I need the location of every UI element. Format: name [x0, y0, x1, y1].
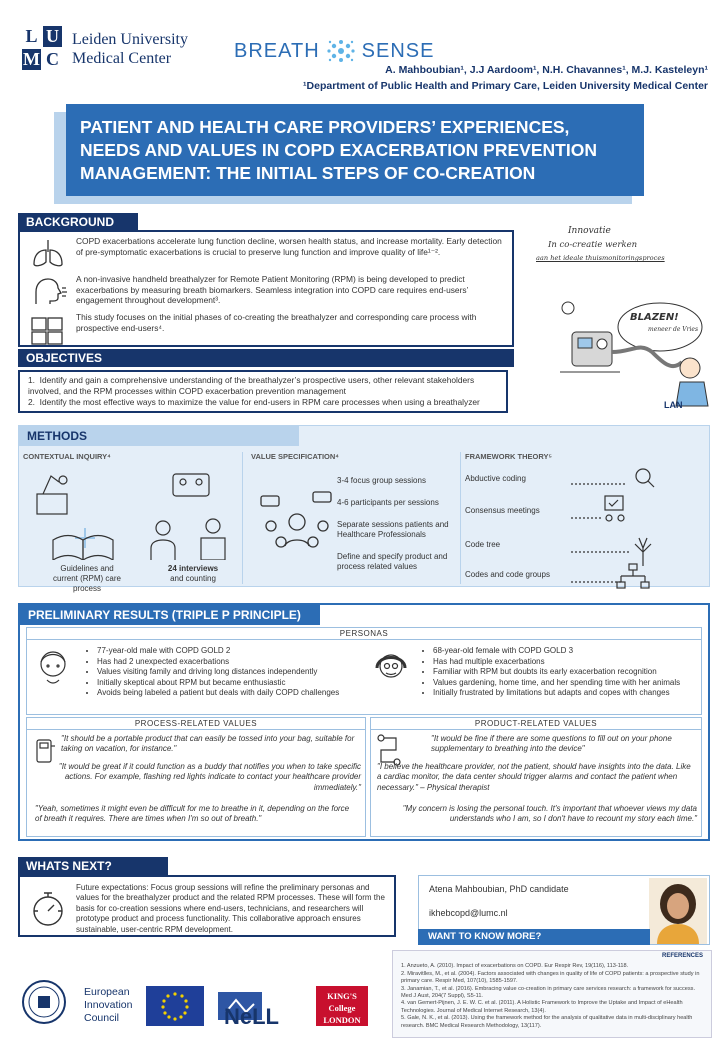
leiden-seal-logo — [22, 978, 66, 1026]
personas-title: PERSONAS — [27, 628, 701, 640]
background-p3: This study focuses on the initial phases of co-creating the breathalyzer and corresponding care process with prospective end-users⁴. — [76, 312, 477, 333]
framework-icons — [565, 462, 675, 594]
university-line-1: Leiden University — [72, 31, 188, 48]
value-title: VALUE SPECIFICATION⁴ — [251, 452, 340, 461]
value-item: 4-6 participants per sessions — [337, 498, 439, 507]
results-section — [18, 603, 710, 841]
persona-1-item: • Avoids being labeled a patient but deals with daily COPD challenges — [97, 688, 365, 699]
breathing-head-icon — [28, 274, 68, 308]
persona-1-list — [85, 646, 365, 699]
lungs-icon — [28, 236, 68, 270]
eu-flag-logo — [146, 986, 204, 1026]
cartoon-line-2: In co-creatie werken — [548, 240, 638, 250]
background-heading: BACKGROUND — [18, 213, 138, 231]
reference-item: 5. Gale, N. K., et al. (2013). Using the framework method for the analysis of qualitative data in multi-disciplinary health research. BMC Medical Research Methodology, 13(117). — [401, 1015, 693, 1029]
reference-item: 2. Miravitlles, M., et al. (2004). Factors associated with changes in quality of life of COPD patients: a prospective study in primary care. Respir Med, 107(10), 1585-1597. — [401, 970, 700, 985]
persona-female-icon — [371, 646, 411, 690]
department: ¹Department of Public Health and Primary Care, Leiden University Medical Center — [303, 80, 708, 92]
reference-item: 4. van Gemert-Pijnen, J. E. W. C. et al. (2011). A Holistic Framework to Improve the Uptake and Impact of eHealth Technologies. Journal of Medical Internet Research, 13(4). — [401, 1000, 683, 1014]
whats-next-section — [18, 857, 396, 935]
breathalyzer-drawing — [530, 222, 716, 410]
persona-2-item: • Familiar with RPM but doubts its early exacerbation recognition — [433, 667, 701, 678]
persona-1-item: • Values visiting family and driving long distances independently — [97, 667, 365, 678]
lumc-letter: M — [23, 49, 40, 69]
breathalyzer-icon — [33, 734, 57, 764]
lan-logo: LAN — [664, 400, 683, 410]
framework-theory — [465, 452, 707, 584]
product-values-box — [370, 717, 702, 837]
guidelines-label: Guidelines and current (RPM) care process — [52, 564, 121, 593]
lumc-letter: U — [43, 26, 62, 47]
contact-photo — [649, 878, 707, 944]
objective-text: Identify the most effective ways to maximize the value for end-users in RPM care processes when using a breathalyzer — [39, 397, 480, 407]
dots-icon — [324, 34, 358, 68]
kings-line: KING'S — [327, 991, 357, 1001]
persona-1-item: • Initially skeptical about RPM but became enthusiastic — [97, 678, 365, 689]
interviews-label: 24 interviews — [167, 564, 219, 573]
product-quote: "My concern is losing the personal touch. It's important that whoever views my data understands who I am, so I don't have to recount my story each time." — [402, 804, 697, 824]
personas-box — [26, 627, 702, 715]
title-banner — [66, 104, 644, 196]
framework-item: Abductive coding — [465, 474, 526, 483]
background-p2: A non-invasive handheld breathalyzer for Remote Patient Monitoring (RPM) is being developed to predict exacerbations by measuring breath biomarkers. Seamless integration into COPD care requires end-users’ engagement throughout development³. — [76, 274, 469, 306]
cartoon-line-1: Innovatie — [568, 226, 611, 236]
product-quote: "I believe the healthcare provider, not the patient, should have insights into the data. Like a cardiac monitor, the data center should trigger alarms and contact the patient when necessary." – Physical therapist — [377, 762, 691, 792]
eic-line: European — [84, 986, 130, 998]
objective-item: 2. Identify the most effective ways to maximize the value for end-users in RPM care processes when using a breathalyzer — [28, 397, 480, 407]
eic-text — [84, 986, 132, 1025]
persona-1-item: • 77-year-old male with COPD GOLD 2 — [97, 646, 365, 657]
university-line-2: Medical Center — [72, 50, 172, 67]
lumc-letter: C — [43, 49, 62, 70]
persona-1-item: • Has had 2 unexpected exacerbations — [97, 657, 365, 668]
process-values-box — [26, 717, 366, 837]
framework-item: Codes and code groups — [465, 570, 550, 579]
value-specification — [251, 452, 461, 584]
whats-next-text: Future expectations: Focus group sessions will refine the preliminary personas and values for the breathalyzer product and the related RPM processes. These will form the basis for co-creation sessions where end-users, technicians, and researchers will prototype product and process functionality. This collaborative approach ensures sustainable, user-centric RPM development. — [76, 883, 385, 934]
objective-text: Identify and gain a comprehensive understanding of the breathalyzer’s prospective users, other relevant stakeholders involved, and the RPM processes within COPD exacerbation prevention management — [28, 375, 475, 396]
eic-line: Council — [84, 1012, 120, 1024]
value-item: Separate sessions patients and Healthcare Professionals — [337, 520, 449, 539]
process-title: PROCESS-RELATED VALUES — [27, 718, 365, 730]
product-quote: "It would be fine if there are some questions to fill out on your phone supplementary to breathing into the device" — [431, 734, 672, 754]
background-row — [20, 232, 512, 270]
reference-item: 3. Janamian, T., et al. (2016). Embracing value co-creation in primary care services research: a framework for success. Med J Aust, 204(7 Suppl), S5-11. — [401, 985, 695, 1000]
whats-next-heading: WHATS NEXT? — [18, 857, 168, 875]
background-row — [20, 308, 512, 346]
focus-group-icon — [257, 488, 337, 558]
sense-word: SENSE — [361, 39, 435, 62]
value-item: Define and specify product and process related values — [337, 552, 448, 571]
breathsense-logo — [234, 34, 434, 68]
persona-2-item: • Has had multiple exacerbations — [433, 657, 701, 668]
objectives-heading: OBJECTIVES — [18, 349, 514, 367]
nell-logo: NeLL — [224, 1004, 279, 1029]
objectives-box — [18, 370, 508, 413]
objective-item: 1. Identify and gain a comprehensive understanding of the breathalyzer’s prospective users, other relevant stakeholders involved, and the RPM processes within COPD exacerbation prevention management — [28, 375, 475, 396]
methods-heading: METHODS — [19, 426, 299, 446]
persona-2-item: • Values gardening, home time, and her spending time with her animals — [433, 678, 701, 689]
contextual-title: CONTEXTUAL INQUIRY⁴ — [23, 452, 111, 461]
process-quote: "It would be great if it could function as a buddy that notifies you when to take specific actions. For example, flashing red lights indicate to contact your healthcare provider immediately." — [58, 762, 361, 792]
contextual-inquiry — [23, 452, 243, 593]
counting-label: and counting — [170, 574, 216, 583]
process-quote: "It should be a portable product that can easily be tossed into your bag, suitable for taking on vacation, for instance." — [61, 734, 355, 754]
kings-line: College — [328, 1003, 356, 1013]
objectives-section — [18, 349, 514, 411]
eic-line: Innovation — [84, 999, 133, 1011]
background-box — [18, 230, 514, 347]
breath-word: BREATH — [234, 39, 320, 62]
background-section — [18, 213, 514, 231]
persona-2-item: • 68-year-old female with COPD GOLD 3 — [433, 646, 701, 657]
references-box — [392, 950, 712, 1038]
whats-next-box — [18, 875, 396, 937]
methods-section — [18, 425, 710, 593]
background-row — [20, 270, 512, 308]
cartoon-illustration — [530, 222, 716, 410]
lumc-letter: L — [22, 26, 41, 47]
puzzle-icon — [28, 312, 68, 346]
kings-college-logo — [316, 986, 368, 1026]
university-name — [72, 30, 188, 68]
cartoon-bubble-sub: meneer de Vries — [648, 326, 699, 333]
stopwatch-icon — [28, 889, 68, 929]
authors: A. Mahboubian¹, J.J Aardoom¹, N.H. Chavannes¹, M.J. Kasteleyn¹ — [385, 64, 708, 76]
framework-title: FRAMEWORK THEORY⁵ — [465, 452, 552, 461]
background-p1: COPD exacerbations accelerate lung function decline, worsen health status, and increase mortality. Early detection of pre-symptomatic exacerbations is crucial to preserve lung function and improve quality of life¹⁻². — [76, 236, 502, 257]
lumc-logo — [22, 26, 62, 70]
persona-2-item: • Initially frustrated by limitations but adapts and copes with changes — [433, 688, 701, 699]
framework-item: Code tree — [465, 540, 501, 549]
cartoon-line-3: aan het ideale thuismonitoringsproces — [536, 254, 665, 262]
poster-title: PATIENT AND HEALTH CARE PROVIDERS’ EXPERIENCES, NEEDS AND VALUES IN COPD EXACERBATION PREVENTION MANAGEMENT: THE INITIAL STEPS OF CO-CREATION — [80, 117, 597, 183]
persona-2-list — [421, 646, 701, 699]
persona-male-icon — [33, 646, 73, 690]
references-heading: REFERENCES — [661, 953, 703, 959]
product-title: PRODUCT-RELATED VALUES — [371, 718, 701, 730]
value-item: 3-4 focus group sessions — [337, 476, 426, 485]
contact-email[interactable]: ikhebcopd@lumc.nl — [429, 908, 508, 918]
process-quote: "Yeah, sometimes it might even be difficult for me to breathe in it, depending on the force of breath it requires. There are times when I'm so out of breath." — [35, 804, 350, 824]
reference-item: 1. Anzueto, A. (2010). Impact of exacerbations on COPD. Eur Respir Rev, 19(116), 113-118. — [401, 963, 629, 970]
kings-line: LONDON — [323, 1015, 361, 1025]
results-heading: PRELIMINARY RESULTS (TRIPLE P PRINCIPLE) — [20, 605, 320, 625]
framework-item: Consensus meetings — [465, 506, 540, 515]
cartoon-bubble: BLAZEN! — [630, 312, 679, 323]
contact-name: Atena Mahboubian, PhD candidate — [429, 884, 569, 894]
contextual-icons — [23, 464, 243, 560]
want-to-know-more-button[interactable]: WANT TO KNOW MORE? — [418, 929, 650, 945]
